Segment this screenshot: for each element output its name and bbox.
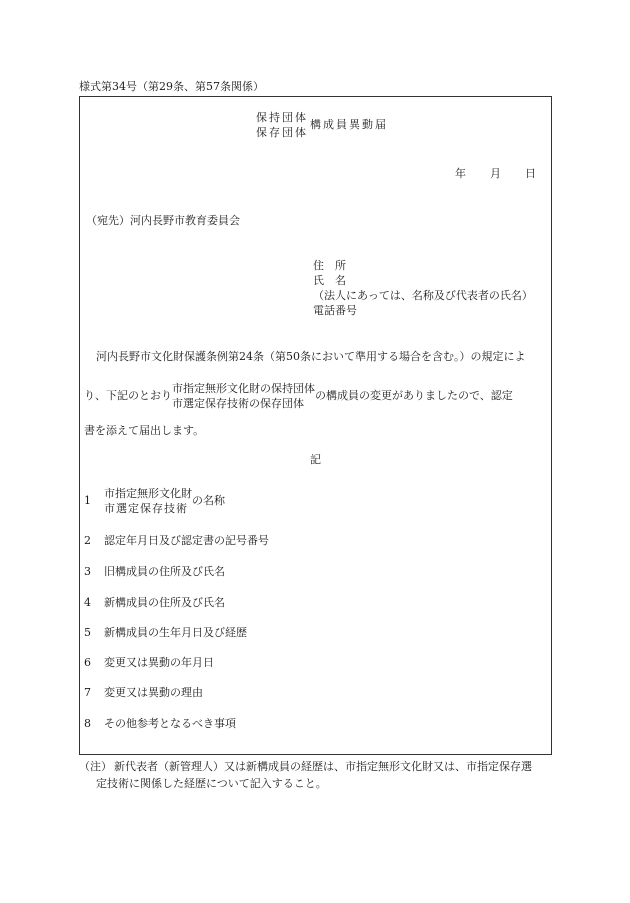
- body-line-2: [84, 381, 513, 411]
- item-1-options: [104, 486, 192, 516]
- date-year: 年: [455, 167, 466, 180]
- form-title: [256, 110, 388, 140]
- item-1-option-technique: 市選定保存技術: [104, 502, 188, 515]
- body-option-preservation-group: 市選定保存技術の保存団体: [172, 397, 304, 410]
- body-line-2-after: の構成員の変更がありましたので、認定: [315, 389, 513, 403]
- list-item-3: [84, 565, 225, 579]
- ki-heading: 記: [310, 453, 321, 466]
- applicant-name-label: 氏 名: [313, 274, 346, 287]
- date-month: 月: [490, 167, 501, 180]
- item-number: 6: [84, 656, 91, 669]
- list-item-5: [84, 626, 247, 640]
- item-text: 変更又は異動の理由: [104, 686, 203, 699]
- list-item-7: [84, 686, 203, 700]
- title-option-preservation-group: 保存団体: [256, 126, 308, 139]
- addressee: （宛先）河内長野市教育委員会: [86, 214, 240, 227]
- item-text: その他参考となるべき事項: [104, 717, 236, 730]
- form-number: 様式第34号（第29条、第57条関係）: [79, 80, 264, 93]
- note-label: （注）: [79, 760, 112, 773]
- body-line-1: 河内長野市文化財保護条例第24条（第50条において準用する場合を含む。）の規定によ: [96, 350, 526, 363]
- item-number: 4: [84, 596, 91, 609]
- item-number: 8: [84, 717, 91, 730]
- list-item-4: [84, 596, 225, 610]
- note-line-1: 新代表者（新管理人）又は新構成員の経歴は、市指定無形文化財又は、市指定保存選: [114, 760, 532, 773]
- date-day: 日: [525, 167, 536, 180]
- item-number: 5: [84, 626, 91, 639]
- list-item-1: [84, 486, 225, 516]
- item-text: 認定年月日及び認定書の記号番号: [104, 534, 269, 547]
- item-text: の名称: [192, 494, 225, 508]
- list-item-6: [84, 656, 214, 670]
- item-1-option-intangible: 市指定無形文化財: [104, 487, 192, 500]
- item-number: 2: [84, 534, 91, 547]
- applicant-corporate-note: （法人にあっては、名称及び代表者の氏名）: [313, 289, 533, 302]
- item-text: 変更又は異動の年月日: [104, 656, 214, 669]
- body-line-2-before: り、下記のとおり: [84, 389, 172, 403]
- item-text: 旧構成員の住所及び氏名: [104, 565, 225, 578]
- list-item-2: [84, 534, 269, 548]
- applicant-phone-label: 電話番号: [313, 304, 357, 317]
- item-text: 新構成員の生年月日及び経歴: [104, 626, 247, 639]
- note-line-2: 定技術に関係した経歴について記入すること。: [96, 777, 327, 790]
- title-organization-options: [256, 110, 308, 140]
- item-number: 3: [84, 565, 91, 578]
- list-item-8: [84, 717, 236, 731]
- title-option-holding-group: 保持団体: [256, 111, 308, 124]
- item-number: 7: [84, 686, 91, 699]
- title-main: 構成員異動届: [310, 118, 388, 132]
- item-text: 新構成員の住所及び氏名: [104, 596, 225, 609]
- body-organization-options: [172, 381, 315, 411]
- body-line-3: 書を添えて届出します。: [84, 424, 205, 437]
- applicant-address-label: 住 所: [313, 259, 346, 272]
- item-number: 1: [84, 494, 91, 508]
- body-option-holding-group: 市指定無形文化財の保持団体: [172, 382, 315, 395]
